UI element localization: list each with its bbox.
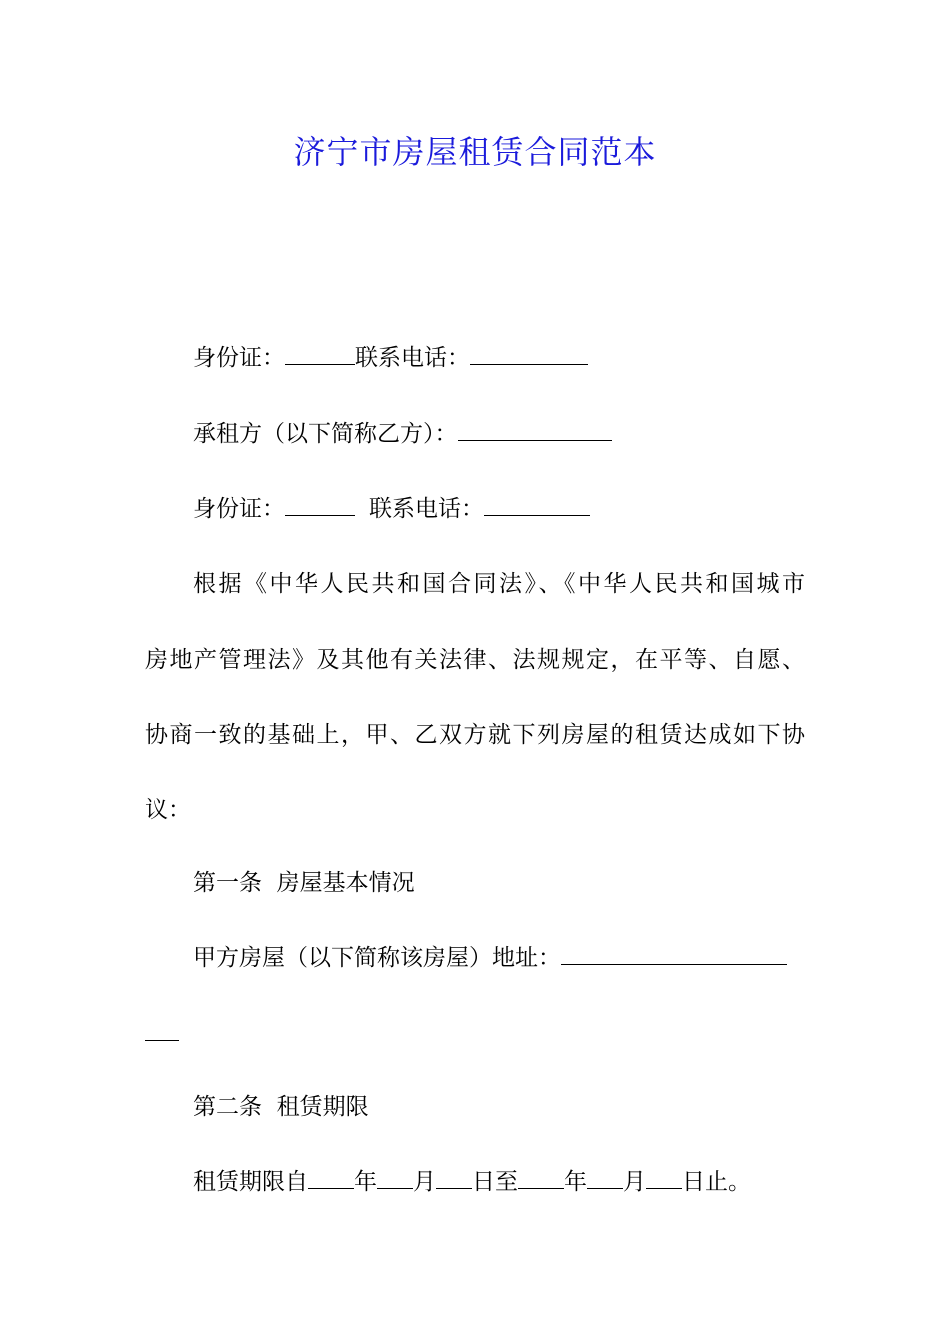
- preamble-line-1: 根据《中华人民共和国合同法》、《中华人民共和国城市: [193, 571, 805, 597]
- party-b-id-label: 身份证：: [193, 496, 285, 522]
- end-day-label: 日止。: [682, 1169, 751, 1195]
- party-a-phone-label: 联系电话：: [355, 345, 470, 371]
- start-day-label: 日至: [472, 1169, 518, 1195]
- article-2-period-line: [193, 1165, 751, 1199]
- party-b-id-blank: [285, 495, 355, 516]
- article-2-heading: 第二条 租赁期限: [193, 1094, 369, 1120]
- preamble-line-4: 议：: [145, 797, 191, 823]
- article-1-address-blank: [561, 944, 787, 965]
- start-month-label: 月: [413, 1169, 436, 1195]
- party-a-id-label: 身份证：: [193, 345, 285, 371]
- party-b-phone-label: 联系电话：: [369, 496, 484, 522]
- start-year-label: 年: [354, 1169, 377, 1195]
- party-b-phone-blank: [484, 495, 590, 516]
- article-1-address-label: 甲方房屋（以下简称该房屋）地址：: [193, 945, 561, 971]
- article-1-address-line: [193, 941, 787, 975]
- party-a-id-blank: [285, 344, 355, 365]
- article-1-address-continuation: [145, 1017, 179, 1051]
- start-year-blank: [308, 1168, 354, 1189]
- party-b-label: 承租方（以下简称乙方）：: [193, 421, 458, 447]
- preamble-line-3: 协商一致的基础上，甲、乙双方就下列房屋的租赁达成如下协: [145, 722, 805, 748]
- end-month-blank: [587, 1168, 623, 1189]
- party-a-phone-blank: [470, 344, 588, 365]
- party-a-id-line: [193, 341, 588, 375]
- end-month-label: 月: [623, 1169, 646, 1195]
- preamble-line-2: 房地产管理法》及其他有关法律、法规规定，在平等、自愿、: [145, 647, 805, 673]
- party-b-id-line: [193, 492, 590, 526]
- start-month-blank: [377, 1168, 413, 1189]
- article-1-heading: 第一条 房屋基本情况: [193, 870, 415, 896]
- party-b-line: [193, 417, 612, 451]
- party-b-name-blank: [458, 420, 612, 441]
- period-start-label: 租赁期限自: [193, 1169, 308, 1195]
- document-title: 济宁市房屋租赁合同范本: [293, 133, 657, 171]
- end-year-label: 年: [564, 1169, 587, 1195]
- article-1-address-blank-continued: [145, 1020, 179, 1041]
- end-year-blank: [518, 1168, 564, 1189]
- end-day-blank: [646, 1168, 682, 1189]
- start-day-blank: [436, 1168, 472, 1189]
